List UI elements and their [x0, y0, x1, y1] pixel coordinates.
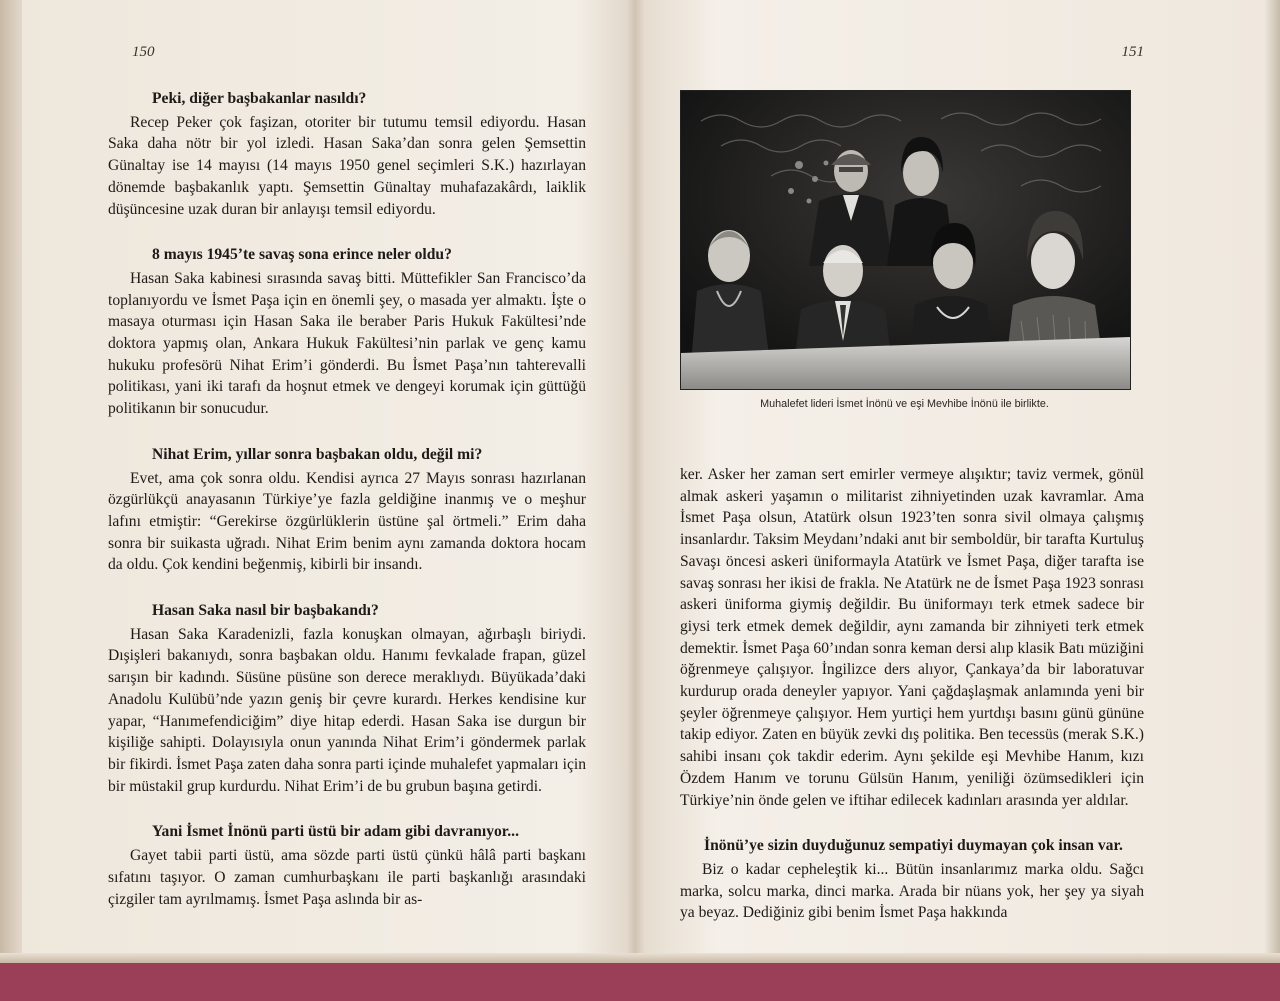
page-edge-left [0, 0, 22, 1001]
left-page-text [108, 88, 586, 910]
answer-paragraph: Evet, ama çok sonra oldu. Kendisi ayrıca 27 Mayıs sonrası hazırlanan özgürlükçü anayasanın Türkiye’ye fazla geldiğine inanmış ve o meşhur lafını etmiştir: “Gerekirse özgürlüklerin üstüne şal örtmeli.” Erim daha sonra bir suikasta uğradı. Nihat Erim benim aynı zamanda doktora hocam da oldu. Çok kendini beğenmiş, kibirli bir insandı. [108, 469, 586, 574]
left-page [108, 0, 586, 950]
question-heading: Hasan Saka nasıl bir başbakandı? [152, 602, 379, 620]
question-heading: Peki, diğer başbakanlar nasıldı? [152, 90, 367, 107]
photo-caption: Muhalefet lideri İsmet İnönü ve eşi Mevhibe İnönü ile birlikte. [760, 398, 1049, 410]
page-number-right: 151 [1121, 44, 1144, 60]
question-heading: Nihat Erim, yıllar sonra başbakan oldu, değil mi? [152, 445, 483, 463]
question-heading: 8 mayıs 1945’te savaş sona erince neler oldu? [152, 246, 452, 264]
continuation-paragraph: ker. Asker her zaman sert emirler vermeye alışıktır; taviz vermek, gönül almak askeri yaşamın o militarist zihniyetinden uzak kavramlar. Ama İsmet Paşa olsun, Atatürk olsun 1923’ten sonra sivil olmaya çalışmış insanlardır. Taksim Meydanı’ndaki anıt bir semboldür, bir tarafta Kurtuluş Savaşı öncesi askeri üniformayla Atatürk ve İsmet Paşa, diğer tarafta ise savaş sonrası her ikisi de frakla. Ne Atatürk ne de İsmet Paşa 1923 sonrası askeri üniforma giymiş değildir. Bu üniformayı terk etmek sadece bir giysi terk etmek demek değildir, aynı zamanda bir zihniyeti terk etmek demektir. İsmet Paşa 60’ından sonra keman dersi alıp klasik Batı müziğini öğrenmeye çalışıyor. İngilizce ders alıyor, Çankaya’da bir laboratuvar kurdurup orada deneyler yapıyor. Yani çağdaşlaşmak anlamında yeni bir şeyler öğrenmeye çalışıyor. Hem yurtiçi hem yurtdışı basını günü gününe takip ediyor. Zaten en büyük zevki dış politika. Ben tecessüs (merak S.K.) sahibi insanı çok takdir ederim. Aynı şekilde eşi Mevhibe Hanım, kızı Özdem Hanım ve torunu Gülsün Hanım, yeniliği özümsedikleri için Türkiye’nin önde gelen ve iftihar edilecek kadınları arasında yer aldılar. [680, 466, 1144, 809]
question-heading: Yani İsmet İnönü parti üstü bir adam gibi davranıyor... [152, 823, 519, 841]
answer-paragraph: Biz o kadar cepheleştik ki... Bütün insanlarımız marka oldu. Sağcı marka, solcu marka, dinci marka. Arada bir nüans yok, her şey ya siyah ya beyaz. Dediğiniz gibi benim İsmet Paşa hakkında [680, 860, 1144, 922]
right-page [680, 0, 1144, 950]
answer-paragraph: Hasan Saka kabinesi sırasında savaş bitti. Müttefikler San Francisco’da toplanıyordu ve İsmet Paşa için en önemli şey, o masada yer almaktı. İşte o masaya oturması için Hasan Saka ile beraber Paris Hukuk Fakültesi’nde doktora yapmış olan, Ankara Hukuk Fakültesi’nin parlak ve genç kamu hukuku profesörü Nihat Erim’i gönderdi. Bu İsmet Paşa’nın tahterevalli politikası, yani iki tarafı da hoşnut etmek ve dengeyi korumak için güttüğü politikanın bir sonucudur. [108, 269, 586, 418]
right-page-text [680, 464, 1144, 924]
answer-paragraph: Gayet tabii parti üstü, ama sözde parti üstü çünkü hâlâ parti başkanı sıfatını taşıyor. O zaman cumhurbaşkanı ile parti başkanlığı arasındaki çizgiler tam ayrılmamış. İsmet Paşa aslında bir as- [108, 847, 586, 908]
answer-paragraph: Recep Peker çok faşizan, otoriter bir tutumu temsil ediyordu. Hasan Saka daha nötr bir yol izledi. Hasan Saka’dan sonra gelen Şemsettin Günaltay ise 14 mayısı (14 mayıs 1950 genel seçimleri S.K.) hazırlayan dönemde başbakanlık yaptı. Şemsettin Günaltay muhafazakârdı, laiklik düşüncesine uzak duran bir anlayışı temsil ediyordu. [108, 113, 586, 218]
page-number-left: 150 [132, 44, 155, 60]
question-heading: İnönü’ye sizin duyduğunuz sempatiyi duymayan çok insan var. [704, 837, 1123, 855]
book-cover-edge [0, 953, 1280, 1001]
answer-paragraph: Hasan Saka Karadenizli, fazla konuşkan olmayan, ağırbaşlı biriydi. Dışişleri bakanıydı, sonra başbakan oldu. Hanımı fevkalade frapan, güzel sarışın bir kadındı. Süsüne püsüne son derece meraklıydı. Büyükada’daki Anadolu Kulübü’nde yazın geniş bir çevre kurardı. Herkes kendisine kur yapar, “Hanımefendiciğim” diye hitap ederdi. Hasan Saka ise durgun bir kişiliğe sahipti. Dolayısıyla onun yanında Nihat Erim’i göndermek parlak bir fikirdi. İsmet Paşa zaten daha sonra parti içinde muhalefet yapmaları için bir müstakil grup kurdurdu. Nihat Erim’i de bu grubun başına getirdi. [108, 625, 586, 795]
historical-photo [680, 90, 1131, 390]
page-edge-right [1264, 0, 1280, 1001]
